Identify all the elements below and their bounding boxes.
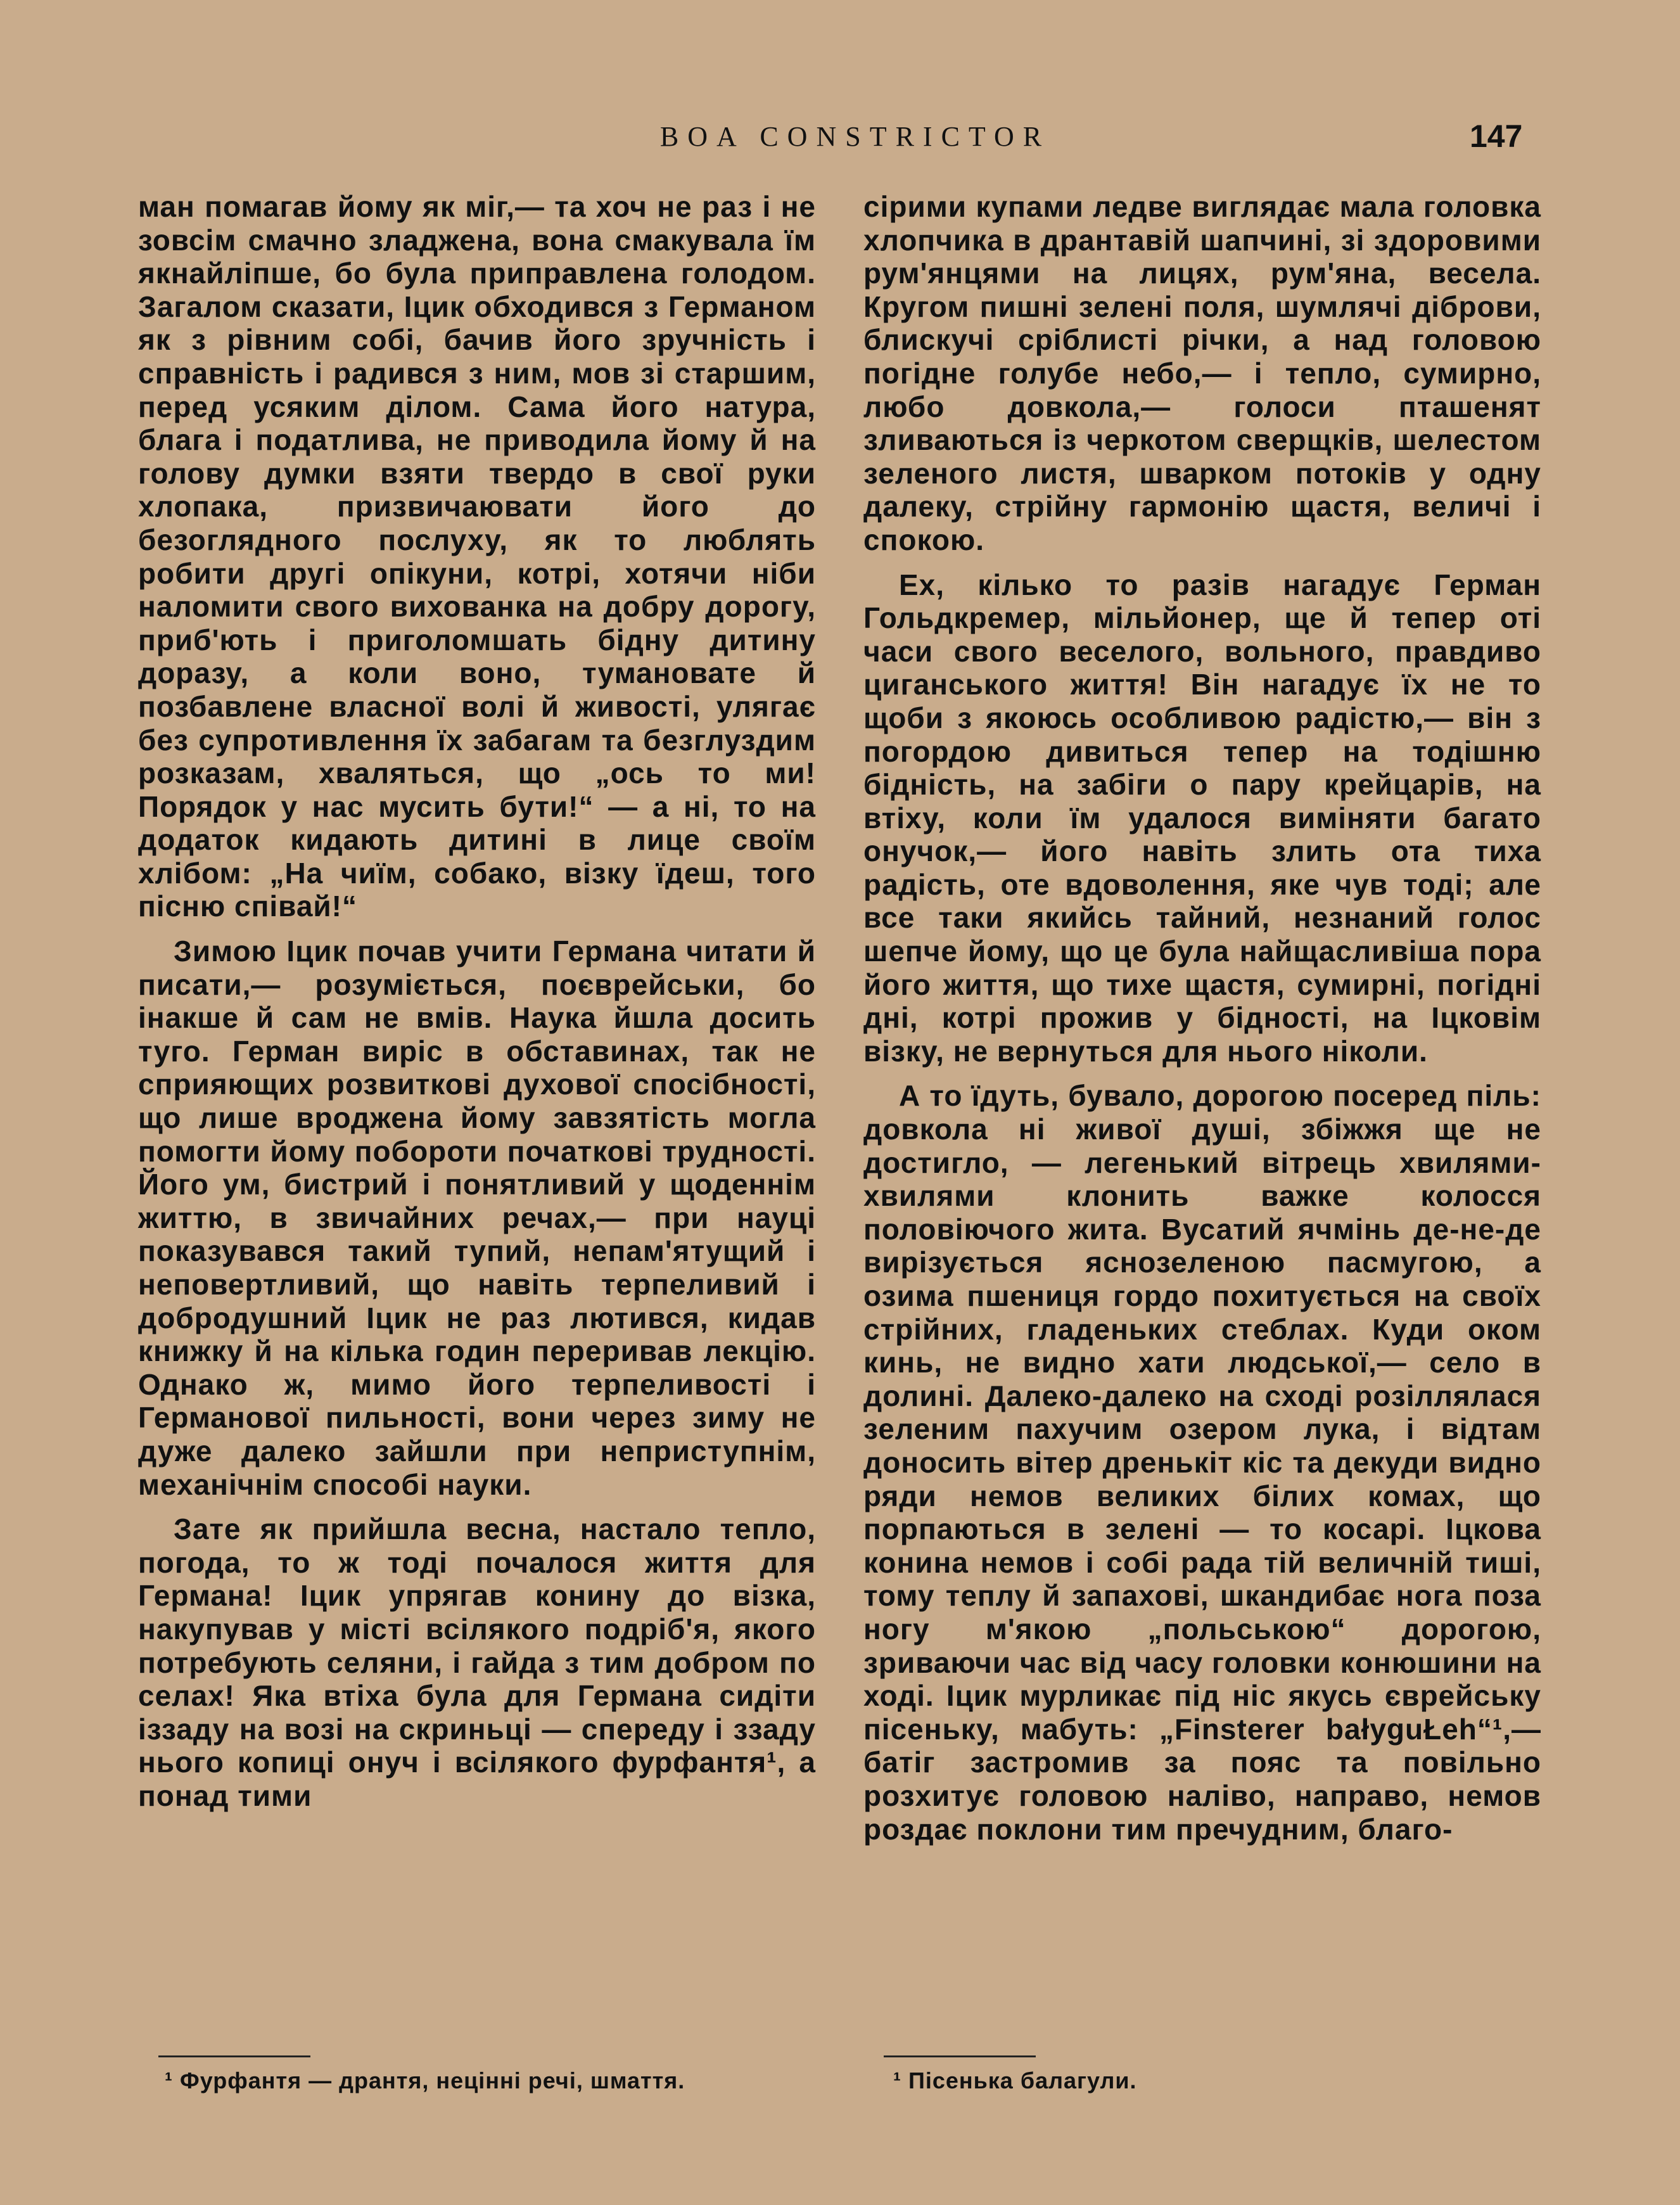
footnote-left: ¹ Фурфантя — дрантя, нецінні речі, шмаття. [165,2068,685,2093]
page-header [0,120,1680,165]
running-title: BOA CONSTRICTOR [659,121,1051,152]
paragraph: Зимою Іцик почав учити Германа читати й писати,— розуміється, поєврейськи, бо інакше й сам не вмів. Наука йшла досить туго. Герман виріс в обставинах, так не сприяющих розвиткові духової спосібності, що лише вроджена йому завзятість могла помогти йому побороти початкові трудності. Його ум, бистрий і понятливий у щоденнім життю, в звичайних речах,— при науці показувався такий тупий, непам'ятущий і неповертливий, що навіть терпеливий і добродушний Іцик не раз лютився, кидав книжку й на кілька годин переривав лекцію. Однако ж, мимо його терпеливості і Германової пильності, вони через зиму не дуже далеко зайшли при неприступнім, механічнім способі науки. [138,935,816,1501]
right-column [863,190,1541,1857]
paragraph: сірими купами ледве виглядає мала головка хлопчика в дрантавій шапчині, зі здоровими рум'янцями на лицях, рум'яна, весела. Кругом пишні зелені поля, шумлячі діброви, блискучі сріблисті річки, а над головою погідне голубе небо,— і тепло, сумирно, любо довкола,— голоси пташенят зливаються із черкотом сверщків, шелестом зеленого листя, шварком потоків у одну далеку, стрійну гармонію щастя, величі і спокою. [863,190,1541,556]
page-number: 147 [1470,118,1523,154]
footnote-divider [884,2055,1036,2057]
footnote-right: ¹ Пісенька балагули. [893,2068,1137,2093]
paragraph: ман помагав йому як міг,— та хоч не раз і не зовсім смачно зладжена, вона смакувала їм якнайліпше, бо була приправлена голодом. Загалом сказати, Іцик обходився з Германом як з рівним собі, бачив його зручність і справність і радився з ним, мов зі старшим, перед усяким ділом. Сама його натура, блага і податлива, не приводила йому й на голову думки взяти твердо в свої руки хлопака, призвичаювати його до безоглядного послуху, як то люблять робити другі опікуни, котрі, хотячи ніби наломити свого вихованка на добру дорогу, приб'ють і приголомшать бідну дитину доразу, а коли воно, тумановате й позбавлене власної волі й живості, улягає без супротивлення їх забагам та безглуздим розказам, хваляться, що „ось то ми! Порядок у нас мусить бути!“ — а ні, то на додаток кидають дитині в лице своїм хлібом: „На чиїм, собако, візку їдеш, того пісню співай!“ [138,190,816,923]
footnote-divider [158,2055,310,2057]
paragraph: Ех, кілько то разів нагадує Герман Гольдкремер, мільйонер, ще й тепер оті часи свого веселого, вольного, правдиво циганського життя! Він нагадує їх не то щоби з якоюсь особливою радістю,— він з погордою дивиться тепер на тодішню бідність, на забіги о пару крейцарів, на втіху, коли їм удалося виміняти багато онучок,— його навіть злить ота тиха радість, оте вдоволення, яке чув тоді; але все таки якийсь тайний, незнаний голос шепче йому, що це була найщасливіша пора його життя, що тихе щастя, сумирні, погідні дні, котрі прожив у бідності, на Іцковім візку, не вернуться для нього ніколи. [863,568,1541,1068]
paragraph: Зате як прийшла весна, настало тепло, погода, то ж тоді почалося життя для Германа! Іцик упрягав конину до візка, накупував у місті всілякого подріб'я, якого потребують селяни, і гайда з тим добром по селах! Яка втіха була для Германа сидіти іззаду на возі на скриньці — спереду і ззаду нього копиці онуч і всілякого фурфантя¹, а понад тими [138,1512,816,1812]
left-column [138,190,816,1824]
paragraph: А то їдуть, бувало, дорогою посеред піль: довкола ні живої душі, збіжжя ще не достигло, — легенький вітрець хвилями-хвилями клонить важке колосся половіючого жита. Вусатий ячмінь де-не-де вирізується яснозеленою пасмугою, а озима пшениця гордо похитується на своїх стрійних, гладеньких стеблах. Куди оком кинь, не видно хати людської,— село в долині. Далеко-далеко на сході розіллялася зеленим пахучим озером лука, і відтам доносить вітер дренькіт кіс та декуди видно ряди немов великих білих комах, що порпаються в зелені — то косарі. Іцкова конина немов і собі рада тій величній тиші, тому теплу й запахові, шкандибає нога поза ногу м'якою „польською“ дорогою, зриваючи час від часу головки конюшини на ході. Іцик мурликає під ніс якусь єврейську пісеньку, мабуть: „Finsterer bałyguŁeh“¹,— батіг застромив за пояс та повільно розхитує головою наліво, направо, немов роздає поклони тим пречудним, благо- [863,1079,1541,1846]
